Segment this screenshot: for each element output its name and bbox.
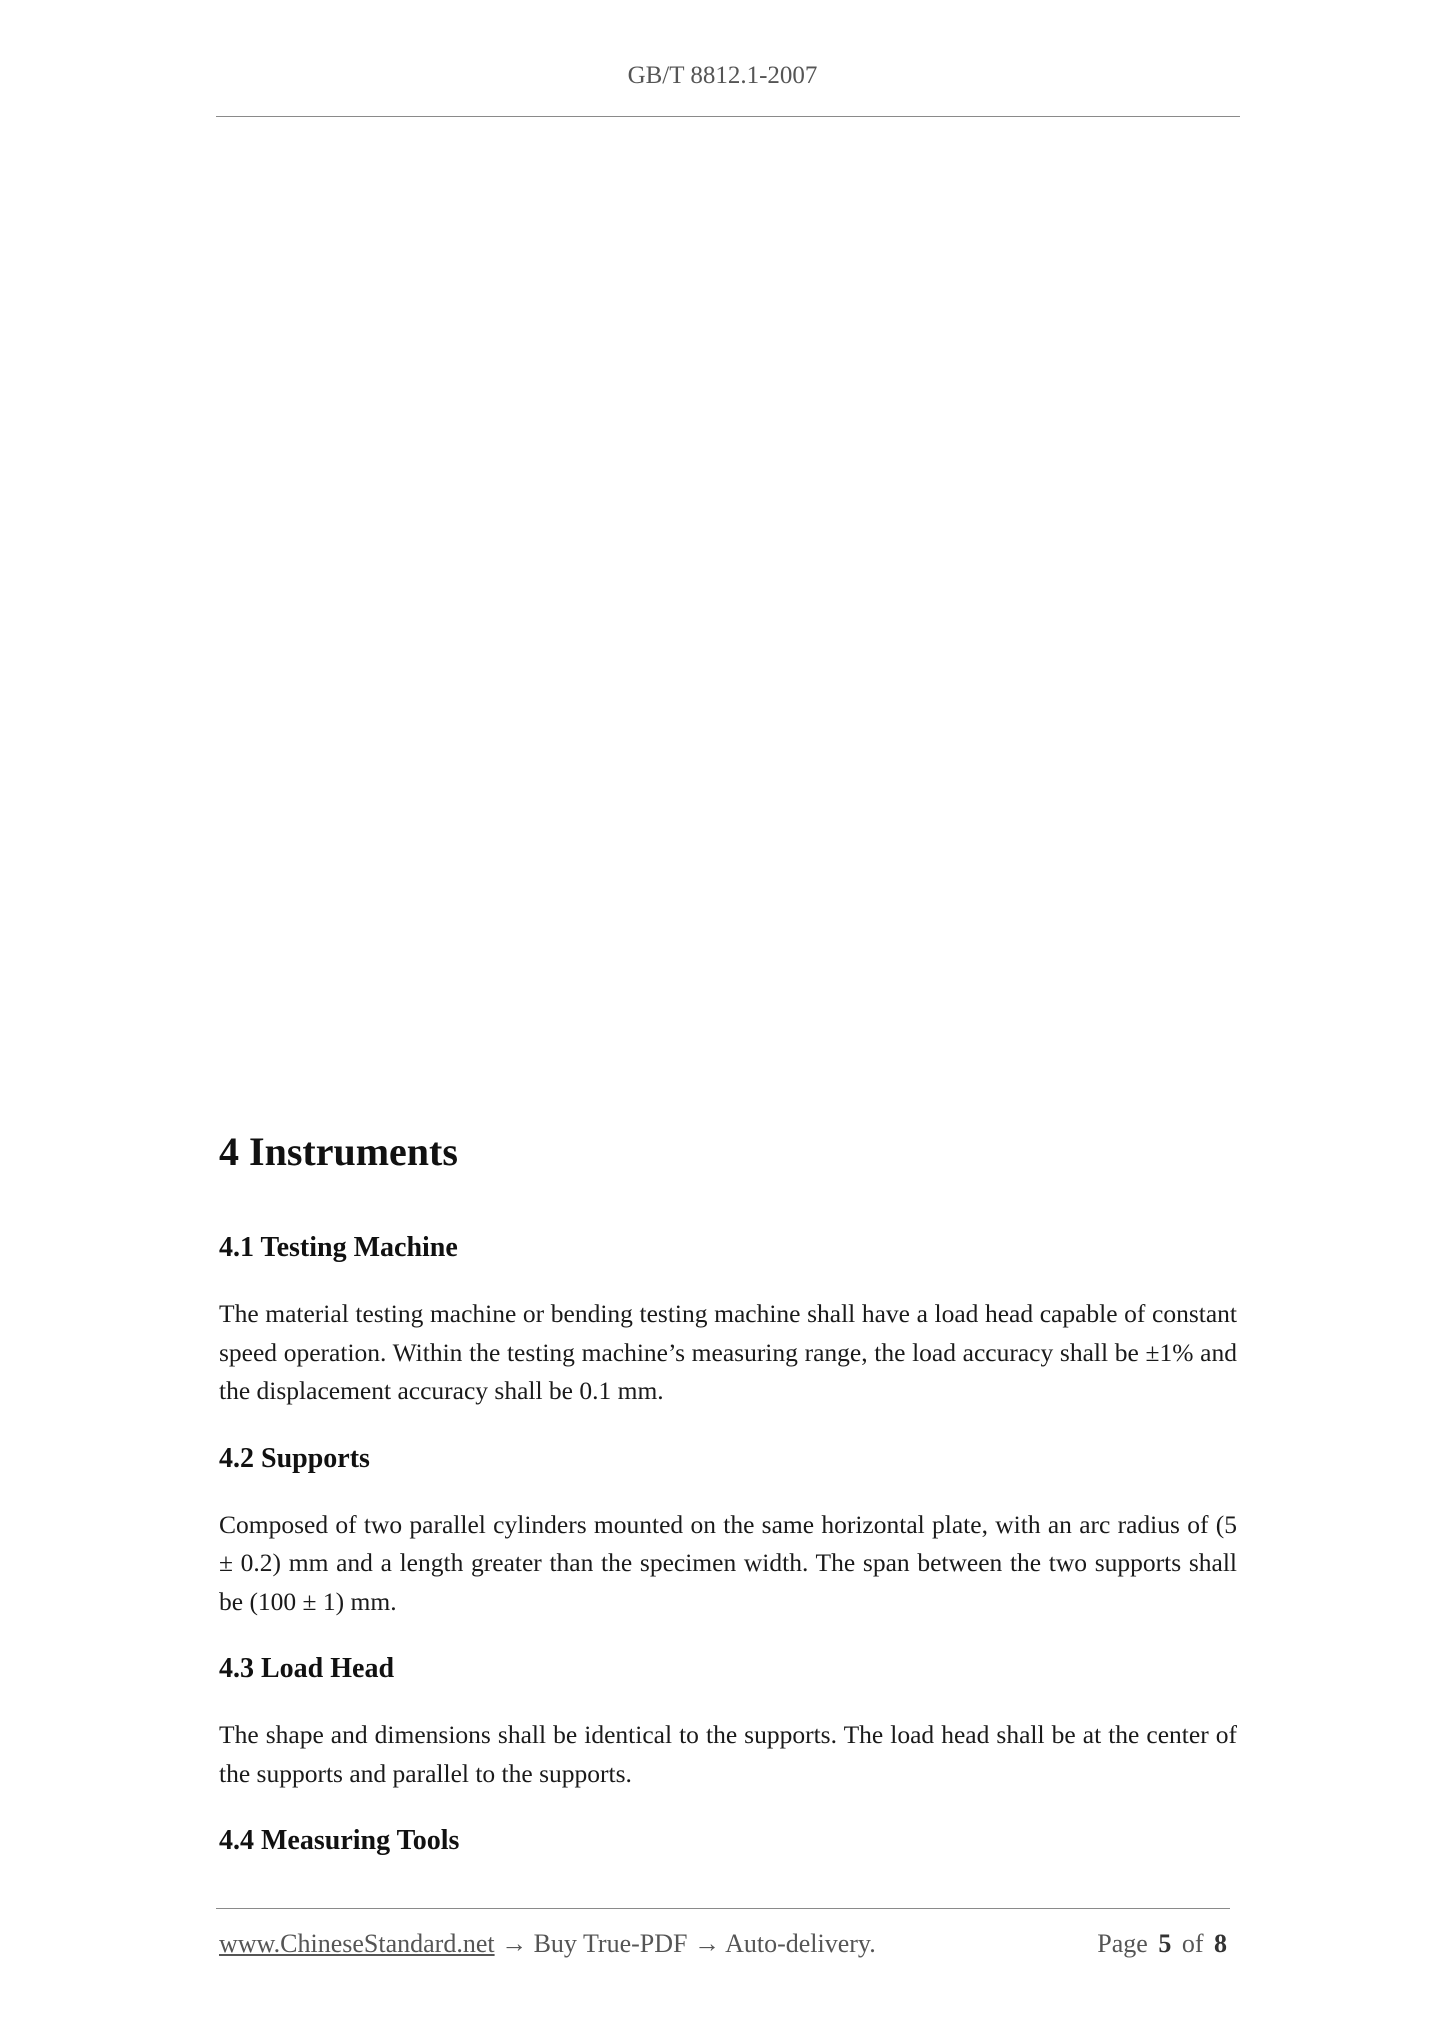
subsection-text-load-head: The shape and dimensions shall be identical to the supports. The load head shall be at the center of the supports and parallel to the supports. bbox=[219, 1720, 1237, 1788]
page-label: Page bbox=[1097, 1929, 1148, 1958]
subsection-heading-load-head: 4.3 Load Head bbox=[219, 1653, 395, 1684]
subsection-heading-measuring-tools: 4.4 Measuring Tools bbox=[219, 1825, 460, 1856]
subsection-heading-supports: 4.2 Supports bbox=[219, 1442, 370, 1474]
footer-divider bbox=[216, 1908, 1230, 1909]
page-of: of bbox=[1181, 1929, 1204, 1958]
running-header: GB/T 8812.1-2007 bbox=[627, 62, 818, 89]
subsection-text-supports: Composed of two parallel cylinders mounted on the same horizontal plate, with an arc radius of (5 ± 0.2) mm and a length greater than the specimen width. The span between the two supports shall be (100 ± 1) mm. bbox=[219, 1509, 1237, 1616]
page-indicator bbox=[1097, 1929, 1227, 1959]
subsection-heading-testing-machine: 4.1 Testing Machine bbox=[219, 1232, 458, 1263]
page-content bbox=[219, 1122, 1237, 1861]
page-current: 5 bbox=[1158, 1929, 1172, 1958]
arrow-right-icon: → bbox=[501, 1929, 528, 1958]
header-divider bbox=[216, 116, 1240, 117]
section-heading: 4 Instruments bbox=[219, 1129, 458, 1174]
subsection-text-testing-machine: The material testing machine or bending testing machine shall have a load head capable of constant speed operation. Within the testing machine’s measuring range, the load accuracy shall be ±1% and the displacement accuracy shall be 0.1 mm. bbox=[219, 1299, 1237, 1405]
site-link[interactable]: www.ChineseStandard.net bbox=[219, 1929, 495, 1958]
footer-promo bbox=[219, 1929, 876, 1959]
arrow-right-icon: → bbox=[694, 1929, 720, 1958]
buy-true-pdf-text: Buy True-PDF bbox=[533, 1929, 688, 1958]
auto-delivery-text: Auto-delivery. bbox=[725, 1929, 876, 1958]
page-total: 8 bbox=[1214, 1929, 1227, 1958]
